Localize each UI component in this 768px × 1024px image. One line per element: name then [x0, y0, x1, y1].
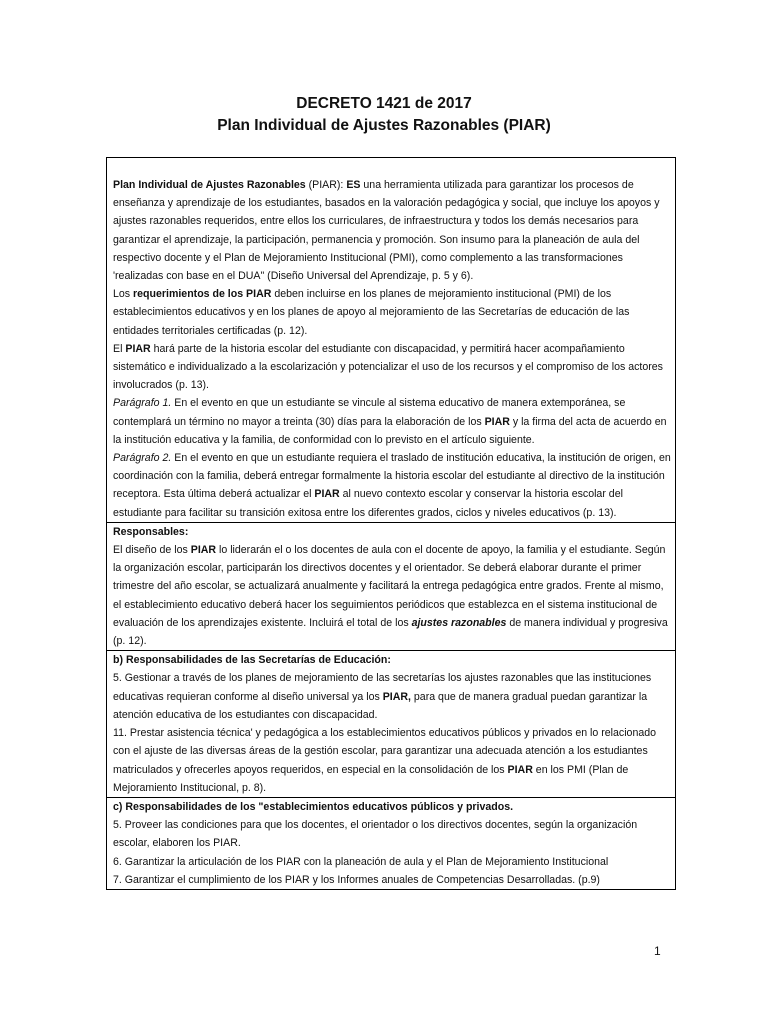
secretarias-item-11: 11. Prestar asistencia técnica' y pedagógica a los establecimientos educativos públicos y privados en lo relacionado con el ajuste de las diversas áreas de la gestión escolar, para garantizar una adecuada atención a los estudiantes matriculados y ofrecerles apoyos requeridos, en especial en la consolidación de los PIAR en los PMI (Plan de Mejoramiento Institucional, p. 8).	[113, 727, 657, 794]
paragraph-1: Parágrafo 1. En el evento en que un estudiante se vincule al sistema educativo de manera extemporánea, se contemplará un término no mayor a treinta (30) días para la elaboración de los PIAR y la firma del acta de acuerdo en la institución educativa y la familia, de conformidad con lo previsto en el artículo siguiente.	[113, 397, 667, 446]
document-title-block	[0, 93, 768, 137]
responsables-text: El diseño de los PIAR lo liderarán el o los docentes de aula con el docente de apoyo, la familia y el estudiante. Según la organización escolar, participarán los directivos docentes y el orientador. Se deberá elaborar durante el primer trimestre del año escolar, se actualizará anualmente y facilitará la entrega pedagógica entre grados. Frente al mismo, el establecimiento educativo deberá hacer los seguimientos periódicos que establezca en el sistema institucional de evaluación de los aprendizajes existente. Incluirá el total de los ajustes razonables de manera individual y progresiva (p. 12).	[113, 544, 668, 648]
requirements-paragraph: Los requerimientos de los PIAR deben incluirse en los planes de mejoramiento institucional (PMI) de los establecimientos educativos y en los planes de apoyo al mejoramiento de las Secretarías de educación de las entidades territoriales certificadas (p. 12).	[113, 288, 630, 337]
establecimientos-item-6: 6. Garantizar la articulación de los PIAR con la planeación de aula y el Plan de Mejoramiento Institucional	[113, 855, 609, 868]
secretarias-cell	[107, 650, 675, 797]
establecimientos-cell	[107, 797, 675, 889]
definition-paragraph: Plan Individual de Ajustes Razonables (PIAR): ES una herramienta utilizada para garantizar los procesos de enseñanza y aprendizaje de los estudiantes, basados en la valoración pedagógica y social, que incluye los apoyos y ajustes razonables requeridos, entre ellos los curriculares, de infraestructura y todos los demás necesarios para garantizar el aprendizaje, la participación, permanencia y promoción. Son insumo para la planeación de aula del respectivo docente y el Plan de Mejoramiento Institucional (PMI), como complemento a las transformaciones 'realizadas con base en el DUA" (Diseño Universal del Aprendizaje, p. 5 y 6).	[113, 179, 660, 283]
establecimientos-item-7: 7. Garantizar el cumplimiento de los PIAR y los Informes anuales de Competencias Desarrolladas. (p.9)	[113, 873, 600, 886]
paragraph-2: Parágrafo 2. En el evento en que un estudiante requiera el traslado de institución educativa, la institución de origen, en coordinación con la familia, deberá entregar formalmente la historia escolar del estudiante al directivo de la institución receptora. Esta última deberá actualizar el PIAR al nuevo contexto escolar y conservar la historia escolar del estudiante para facilitar su transición exitosa entre los diferentes grados, ciclos y niveles educativos (p. 13).	[113, 452, 671, 519]
content-table	[106, 157, 676, 890]
plan-title: Plan Individual de Ajustes Razonables (PIAR)	[217, 117, 551, 134]
establecimientos-item-5: 5. Proveer las condiciones para que los docentes, el orientador o los directivos docentes, según la organización escolar, elaboren los PIAR.	[113, 819, 638, 850]
responsables-cell	[107, 522, 675, 650]
establecimientos-heading: c) Responsabilidades de los "establecimientos educativos públicos y privados.	[113, 800, 514, 813]
secretarias-heading: b) Responsabilidades de las Secretarías de Educación:	[113, 654, 391, 667]
responsables-heading: Responsables:	[113, 525, 189, 538]
definition-lead: Plan Individual de Ajustes Razonables	[113, 179, 306, 191]
secretarias-item-5: 5. Gestionar a través de los planes de mejoramiento de las secretarías los ajustes razonables que las instituciones educativas requieran conforme al diseño universal ya los PIAR, para que de manera gradual puedan garantizar la atención educativa de los estudiantes con discapacidad.	[113, 672, 652, 721]
decree-title: DECRETO 1421 de 2017	[296, 95, 472, 112]
history-paragraph: El PIAR hará parte de la historia escolar del estudiante con discapacidad, y permitirá hacer acompañamiento sistemático e individualizado a la escolarización y potencializar el uso de los recursos y el compromiso de los actores involucrados (p. 13).	[113, 342, 663, 392]
page-number: 1	[654, 944, 661, 958]
piar-definition-cell	[107, 158, 675, 522]
es-keyword: ES	[346, 179, 361, 191]
